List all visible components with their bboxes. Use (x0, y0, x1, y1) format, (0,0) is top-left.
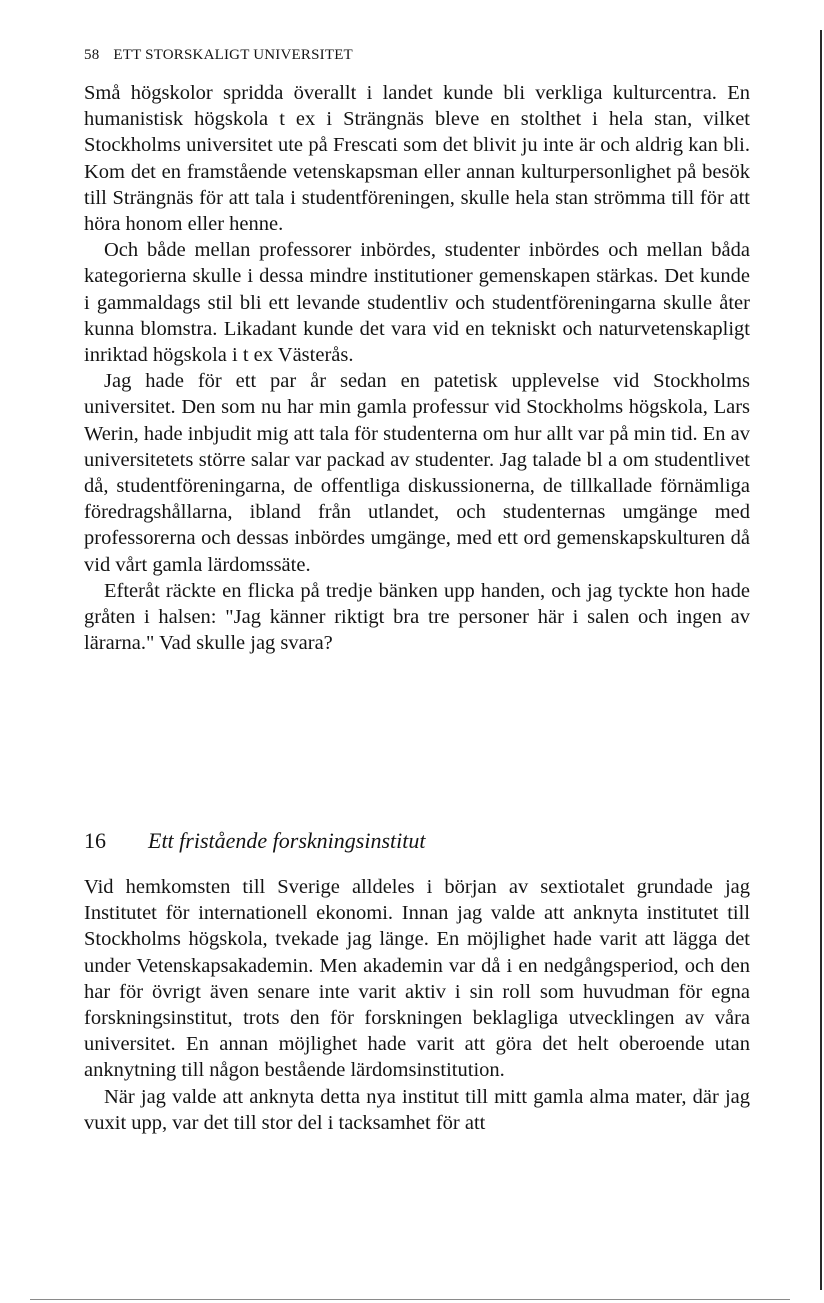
running-header (84, 47, 353, 64)
page-number: 58 (84, 47, 100, 63)
paragraph: Efteråt räckte en flicka på tredje bänken upp handen, och jag tyckte hon hade gråten i halsen: "Jag känner riktigt bra tre personer här i salen och ingen av lärarna." Vad skulle jag svara? (84, 579, 750, 655)
page-bottom-edge (30, 1299, 790, 1300)
paragraph: När jag valde att anknyta detta nya institut till mitt gamla alma mater, där jag vuxit upp, var det till stor del i tacksamhet för att (84, 1085, 750, 1134)
paragraph: Vid hemkomsten till Sverige alldeles i början av sextiotalet grundade jag Institutet för internationell ekonomi. Innan jag valde att anknyta institutet till Stockholms högskola, tvekade jag länge. En möjlighet hade varit att lägga det under Vetenskapsakademin. Men akademin var då i en nedgångsperiod, och den har för övrigt även senare inte varit aktiv i sin roll som huvudman för egna forskningsinstitut, trots den för forskningen beklagliga utvecklingen av våra universitet. En annan möjlighet hade varit att göra det helt oberoende utan anknytning till någon bestående lärdomsinstitution. (84, 876, 750, 1082)
chapter-title: Ett fristående forskningsinstitut (148, 828, 426, 853)
paragraph: Jag hade för ett par år sedan en patetisk upplevelse vid Stockholms universitet. Den som nu har min gamla professur vid Stockholms högskola, Lars Werin, hade inbjudit mig att tala för studenterna om hur allt var på min tid. En av universitetets större salar var packad av studenter. Jag talade bl a om studentlivet då, studentföreningarna, de offentliga diskussionerna, de tillkallade förnämliga föredragshållarna, ibland från utlandet, och studenternas umgänge med professorerna och dessas inbördes umgänge, med ett ord gemenskapskulturen då vid vårt gamla lärdomssäte. (84, 370, 750, 576)
running-title: ETT STORSKALIGT UNIVERSITET (113, 47, 353, 63)
chapter-heading (84, 828, 425, 854)
page-right-edge (820, 30, 822, 1290)
section-1-body (84, 80, 750, 656)
paragraph: Små högskolor spridda överallt i landet kunde bli verkliga kulturcentra. En humanistisk högskola t ex i Strängnäs bleve en stolthet i hela stan, vilket Stockholms universitet ute på Frescati som det blivit ju inte är och aldrig kan bli. Kom det en framstående vetenskapsman eller annan kulturpersonlighet på besök till Strängnäs för att tala i studentföreningen, skulle hela stan strömma till för att höra honom eller henne. (84, 82, 750, 236)
chapter-number: 16 (84, 828, 106, 853)
paragraph: Och både mellan professorer inbördes, studenter inbördes och mellan båda kategorierna skulle i dessa mindre institutioner gemenskapen stärkas. Det kunde i gammaldags stil bli ett levande studentliv och studentföreningarna skulle åter kunna blomstra. Likadant kunde det vara vid en tekniskt och naturvetenskapligt inriktad högskola i t ex Västerås. (84, 239, 750, 367)
section-2-body (84, 874, 750, 1136)
